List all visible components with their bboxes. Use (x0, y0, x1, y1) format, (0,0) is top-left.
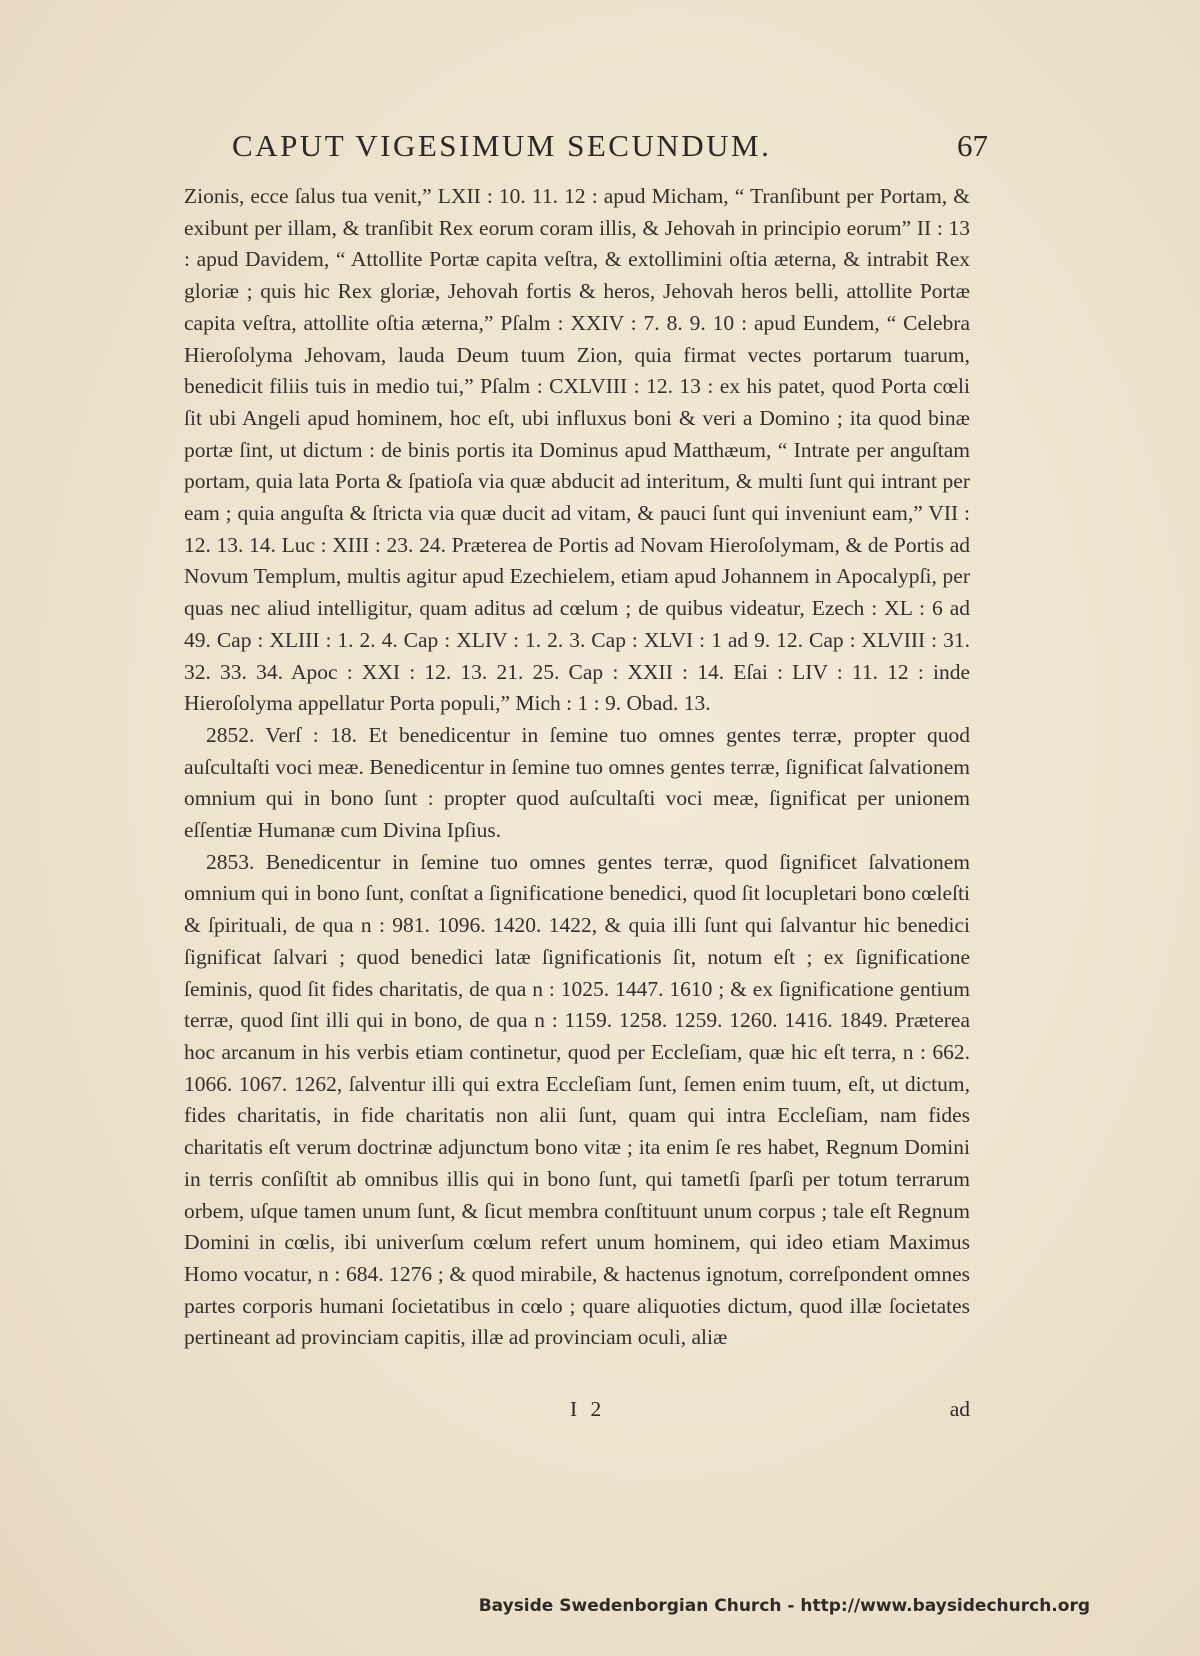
paragraph-2852: 2852. Verſ : 18. Et benedicentur in ſemine tuo omnes gentes terræ, propter quod auſcultaſti voci meæ. Benedicentur in ſemine tuo omnes gentes terræ, ſignificat ſalvationem omnium qui in bono ſunt : propter quod auſcultaſti voci meæ, ſignificat per unionem eſſentiæ Humanæ cum Divina Ipſius. (184, 722, 970, 843)
page-number: 67 (957, 128, 988, 163)
body-text (184, 181, 970, 1354)
signature-mark: I 2 (570, 1397, 606, 1421)
paragraph-continuation: Zionis, ecce ſalus tua venit,” LXII : 10. 11. 12 : apud Micham, “ Tranſibunt per Portam, & exibunt per illam, & tranſibit Rex eorum coram illis, & Jehovah in principio eorum” II : 13 : apud Davidem, “ Attollite Portæ capita veſtra, & extollimini oſtia æterna, & intrabit Rex gloriæ ; quis hic Rex gloriæ, Jehovah fortis & heros, Jehovah heros belli, attollite Portæ capita veſtra, attollite oſtia æterna,” Pſalm : XXIV : 7. 8. 9. 10 : apud Eundem, “ Celebra Hieroſolyma Jehovam, lauda Deum tuum Zion, quia firmat vectes portarum tuarum, benedicit filiis tuis in medio tui,” Pſalm : CXLVIII : 12. 13 : ex his patet, quod Porta cœli ſit ubi Angeli apud hominem, hoc eſt, ubi influxus boni & veri a Domino ; ita quod binæ portæ ſint, ut dictum : de binis portis ita Dominus apud Matthæum, “ Intrate per anguſtam portam, quia lata Porta & ſpatioſa via quæ abducit ad interitum, & multi ſunt qui intrant per eam ; quia anguſta & ſtricta via quæ ducit ad vitam, & pauci ſunt qui inveniunt eam,” VII : 12. 13. 14. Luc : XIII : 23. 24. Præterea de Portis ad Novam Hieroſolymam, & de Portis ad Novum Templum, multis agitur apud Ezechielem, etiam apud Johannem in Apocalypſi, per quas nec aliud intelligitur, quam aditus ad cœlum ; de quibus videatur, Ezech : XL : 6 ad 49. Cap : XLIII : 1. 2. 4. Cap : XLIV : 1. 2. 3. Cap : XLVI : 1 ad 9. 12. Cap : XLVIII : 31. 32. 33. 34. Apoc : XXI : 12. 13. 21. 25. Cap : XXII : 14. Eſai : LIV : 11. 12 : inde Hieroſolyma appellatur Porta populi,” Mich : 1 : 9. Obad. 13. (184, 184, 970, 716)
catchword: ad (949, 1397, 970, 1421)
page-header (232, 128, 988, 172)
page-footer (184, 1397, 970, 1429)
running-title: CAPUT VIGESIMUM SECUNDUM. (232, 128, 772, 163)
watermark-text: Bayside Swedenborgian Church - http://www.baysidechurch.org (478, 1596, 1090, 1616)
paragraph-2853: 2853. Benedicentur in ſemine tuo omnes gentes terræ, quod ſignificet ſalvationem omnium qui in bono ſunt, conſtat a ſignificatione benedici, quod ſit locupletari bono cœleſti & ſpirituali, de qua n : 981. 1096. 1420. 1422, & quia illi ſunt qui ſalvantur hic benedici ſignificat ſalvari ; quod benedici latæ ſignificationis ſit, notum eſt ; ex ſignificatione ſeminis, quod ſit fides charitatis, de qua n : 1025. 1447. 1610 ; & ex ſignificatione gentium terræ, quod ſint illi qui in bono, de qua n : 1159. 1258. 1259. 1260. 1416. 1849. Præterea hoc arcanum in his verbis etiam continetur, quod per Eccleſiam, quæ hic eſt terra, n : 662. 1066. 1067. 1262, ſalventur illi qui extra Eccleſiam ſunt, ſemen enim tuum, eſt, ut dictum, fides charitatis, in fide charitatis non alii ſunt, quam qui intra Eccleſiam, nam fides charitatis eſt verum doctrinæ adjunctum bono vitæ ; ita enim ſe res habet, Regnum Domini in terris conſiſtit ab omnibus illis qui in bono ſunt, qui tametſi ſparſi per totum terrarum orbem, uſque tamen unum ſunt, & ſicut membra conſtituunt unum corpus ; tale eſt Regnum Domini in cœlis, ibi univerſum cœlum refert unum hominem, qui ideo etiam Maximus Homo vocatur, n : 684. 1276 ; & quod mirabile, & hactenus ignotum, correſpondent omnes partes corporis humani ſocietatibus in cœlo ; quare aliquoties dictum, quod illæ ſocietates pertineant ad provinciam capitis, illæ ad provinciam oculi, aliæ (184, 849, 970, 1350)
